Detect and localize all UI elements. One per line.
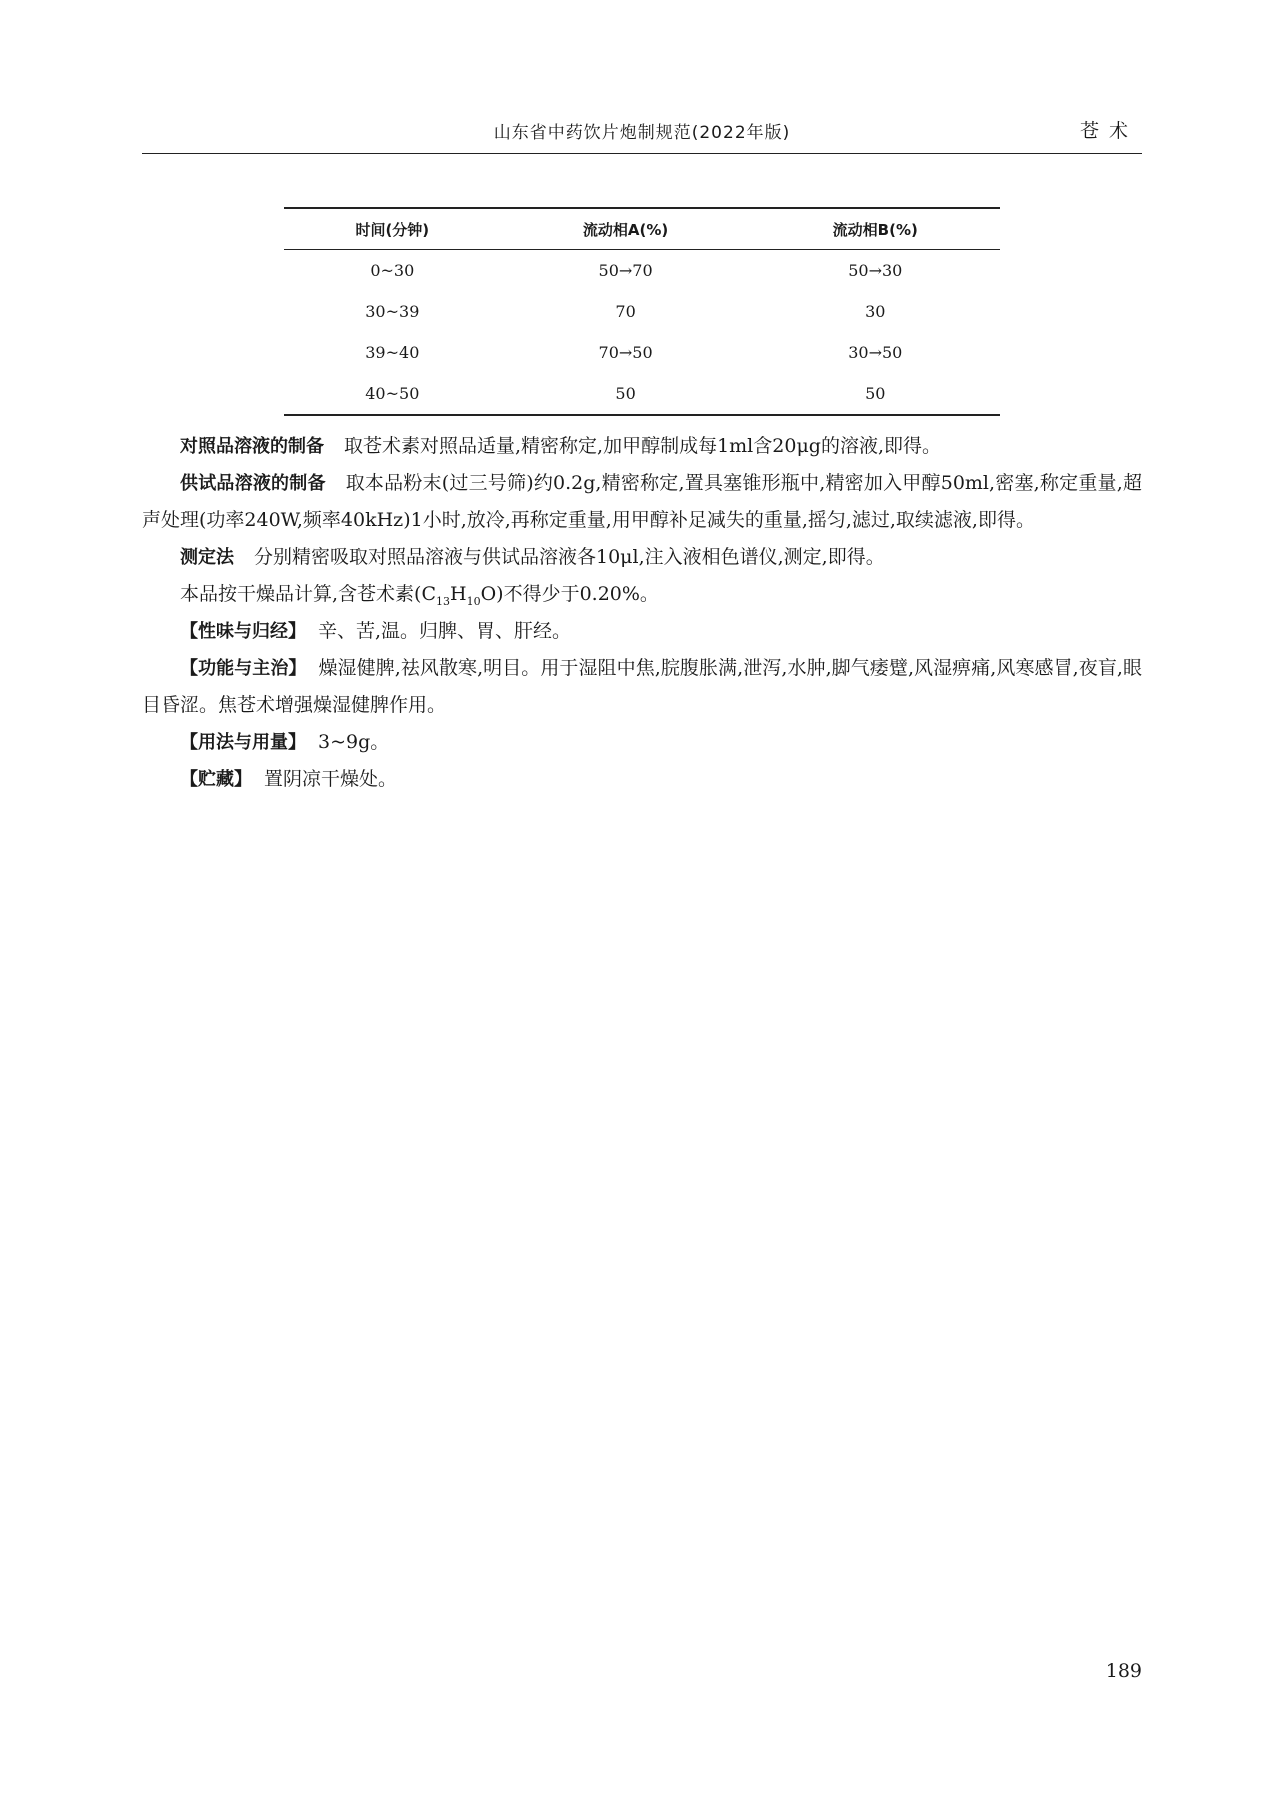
- table-cell: 30: [865, 302, 886, 321]
- gradient-table: [284, 207, 1000, 416]
- storage-text: 置阴凉干燥处。: [264, 768, 398, 790]
- function-text: 燥湿健脾,祛风散寒,明目。用于湿阻中焦,脘腹胀满,泄泻,水肿,脚气痿躄,风湿痹痛,风寒感冒,夜盲,眼目昏涩。焦苍术增强燥湿健脾作用。: [142, 657, 1142, 716]
- table-cell: 70→50: [598, 343, 653, 362]
- table-cell: 39~40: [365, 343, 420, 362]
- table-row: [284, 332, 1000, 373]
- function-paragraph: [142, 650, 1142, 724]
- table-cell: 50: [501, 373, 751, 415]
- column-header-phase-b: 流动相B(%): [751, 208, 1000, 250]
- reference-solution-text: 取苍术素对照品适量,精密称定,加甲醇制成每1ml含20μg的溶液,即得。: [344, 435, 941, 457]
- usage-label: 【用法与用量】: [180, 732, 306, 753]
- header-rule: [142, 153, 1142, 154]
- content-limit-text-end: O)不得少于0.20%。: [480, 583, 659, 605]
- table-cell: 30→50: [848, 343, 903, 362]
- section-title: 苍术: [1079, 120, 1138, 142]
- sample-solution-label: 供试品溶液的制备: [180, 473, 326, 494]
- nature-paragraph: [142, 613, 1142, 650]
- body-text: [142, 428, 1142, 798]
- content-limit-paragraph: [142, 576, 1142, 613]
- usage-paragraph: [142, 724, 1142, 761]
- storage-paragraph: [142, 761, 1142, 798]
- table-header-row: [284, 208, 1000, 250]
- formula-subscript-c: 13: [436, 594, 450, 608]
- table-cell: 0~30: [370, 261, 415, 280]
- table-cell: 50: [751, 373, 1000, 415]
- sample-solution-text: 取本品粉末(过三号筛)约0.2g,精密称定,置具塞锥形瓶中,精密加入甲醇50ml,密塞,称定重量,超声处理(功率240W,频率40kHz)1小时,放冷,再称定重量,用甲醇补足减失的重量,摇匀,滤过,取续滤液,即得。: [142, 472, 1143, 531]
- usage-text: 3~9g。: [318, 731, 390, 753]
- table-cell: 50→30: [848, 261, 903, 280]
- content-limit-text-start: 本品按干燥品计算,含苍术素(C: [180, 583, 436, 605]
- book-title: 山东省中药饮片炮制规范(2022年版): [493, 123, 791, 143]
- table-row: [284, 291, 1000, 332]
- method-paragraph: [142, 539, 1142, 576]
- method-label: 测定法: [180, 547, 234, 568]
- storage-label: 【贮藏】: [180, 769, 252, 790]
- running-header: [142, 114, 1142, 154]
- gradient-table-container: [284, 207, 1000, 416]
- table-row: [284, 373, 1000, 415]
- function-label: 【功能与主治】: [180, 658, 307, 679]
- table-cell: 30~39: [365, 302, 420, 321]
- method-text: 分别精密吸取对照品溶液与供试品溶液各10μl,注入液相色谱仪,测定,即得。: [254, 546, 885, 568]
- table-cell: 70: [615, 302, 636, 321]
- table-cell: 40~50: [284, 373, 501, 415]
- sample-solution-paragraph: [142, 465, 1142, 539]
- table-row: [284, 250, 1000, 292]
- reference-solution-paragraph: [142, 428, 1142, 465]
- formula-subscript-h: 10: [466, 594, 481, 608]
- reference-solution-label: 对照品溶液的制备: [180, 436, 324, 457]
- page-number: 189: [1105, 1660, 1142, 1682]
- column-header-time: 时间(分钟): [284, 208, 501, 250]
- nature-label: 【性味与归经】: [180, 621, 306, 642]
- formula-h: H: [450, 583, 467, 605]
- nature-text: 辛、苦,温。归脾、胃、肝经。: [318, 620, 572, 642]
- column-header-phase-a: 流动相A(%): [501, 208, 751, 250]
- table-cell: 50→70: [598, 261, 653, 280]
